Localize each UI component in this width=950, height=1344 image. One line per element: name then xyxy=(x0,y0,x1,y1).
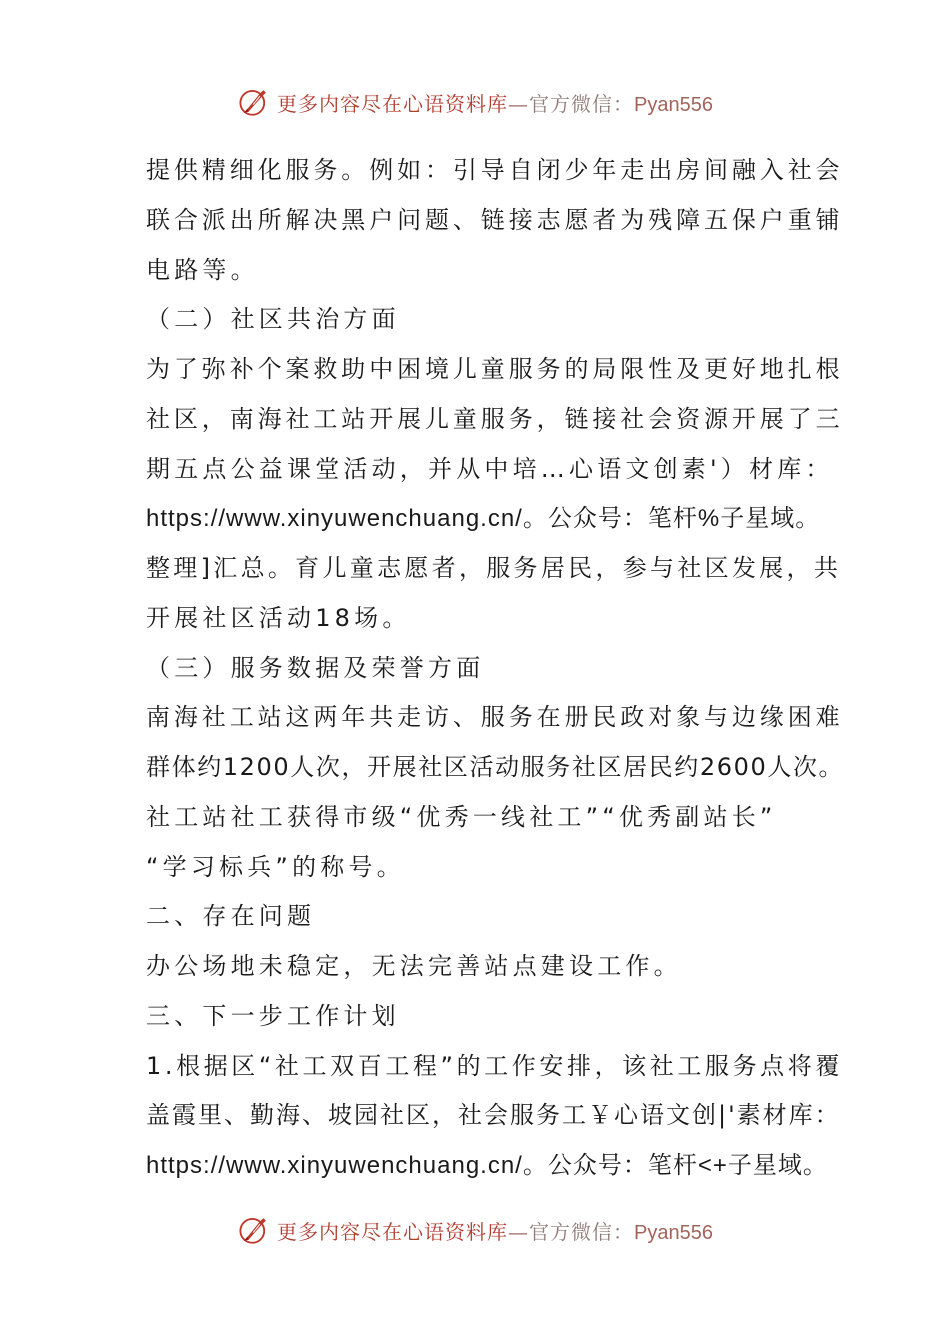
body-line: 开展社区活动18场。 xyxy=(146,603,411,632)
body-line: 社工站社工获得市级“优秀一线社工”“优秀副站长” xyxy=(146,802,777,831)
footer-banner xyxy=(0,1208,950,1252)
footer-banner-text xyxy=(277,1216,713,1245)
body-line: 为了弥补个案救助中困境儿童服务的局限性及更好地扎根 xyxy=(146,355,844,383)
header-banner xyxy=(0,80,950,124)
body-line-url: https://www.xinyuwenchuang.cn/。公众号：笔杆%子星域。 xyxy=(146,505,821,533)
body-line: 社区，南海社工站开展儿童服务，链接社会资源开展了三 xyxy=(146,404,844,433)
document-body xyxy=(146,146,846,1191)
body-line: 联合派出所解决黑户问题、链接志愿者为残障五保户重铺 xyxy=(146,205,844,234)
section-heading-service-data: （三）服务数据及荣誉方面 xyxy=(146,653,485,682)
body-line-url: https://www.xinyuwenchuang.cn/。公众号：笔杆<+子星域。 xyxy=(146,1152,828,1179)
body-line: 提供精细化服务。例如：引导自闭少年走出房间融入社会 xyxy=(146,156,844,184)
body-line: “学习标兵”的称号。 xyxy=(146,852,405,881)
body-line: 1.根据区“社工双百工程”的工作安排，该社工服务点将覆 xyxy=(146,1051,843,1080)
header-separator: — xyxy=(508,91,530,116)
body-line: 期五点公益课堂活动，并从中培…心语文创素'）材库： xyxy=(146,454,834,483)
section-heading-problems: 二、存在问题 xyxy=(146,902,316,931)
body-line: 电路等。 xyxy=(146,255,259,284)
section-heading-community-governance: （二）社区共治方面 xyxy=(146,305,400,334)
body-line: 办公场地未稳定，无法完善站点建设工作。 xyxy=(146,952,682,980)
header-wechat-id: Pyan556 xyxy=(634,93,713,116)
pen-nib-logo-icon xyxy=(237,85,271,119)
footer-brand: 更多内容尽在心语资料库 xyxy=(277,1219,509,1244)
pen-nib-logo-icon xyxy=(237,1213,271,1247)
header-brand: 更多内容尽在心语资料库 xyxy=(277,91,509,116)
header-wechat-label: 官方微信： xyxy=(529,91,635,116)
body-line: 整理]汇总。育儿童志愿者，服务居民，参与社区发展，共 xyxy=(146,554,842,582)
section-heading-next-steps: 三、下一步工作计划 xyxy=(146,1001,400,1030)
footer-wechat-id: Pyan556 xyxy=(634,1221,713,1244)
body-line: 群体约1200人次，开展社区活动服务社区居民约2600人次。 xyxy=(146,753,845,781)
body-line: 盖霞里、勤海、坡园社区，社会服务工￥心语文创|'素材库： xyxy=(146,1101,841,1130)
header-banner-text xyxy=(277,88,713,117)
footer-wechat-label: 官方微信： xyxy=(529,1219,635,1244)
footer-separator: — xyxy=(508,1219,530,1244)
body-line: 南海社工站这两年共走访、服务在册民政对象与边缘困难 xyxy=(146,703,844,732)
